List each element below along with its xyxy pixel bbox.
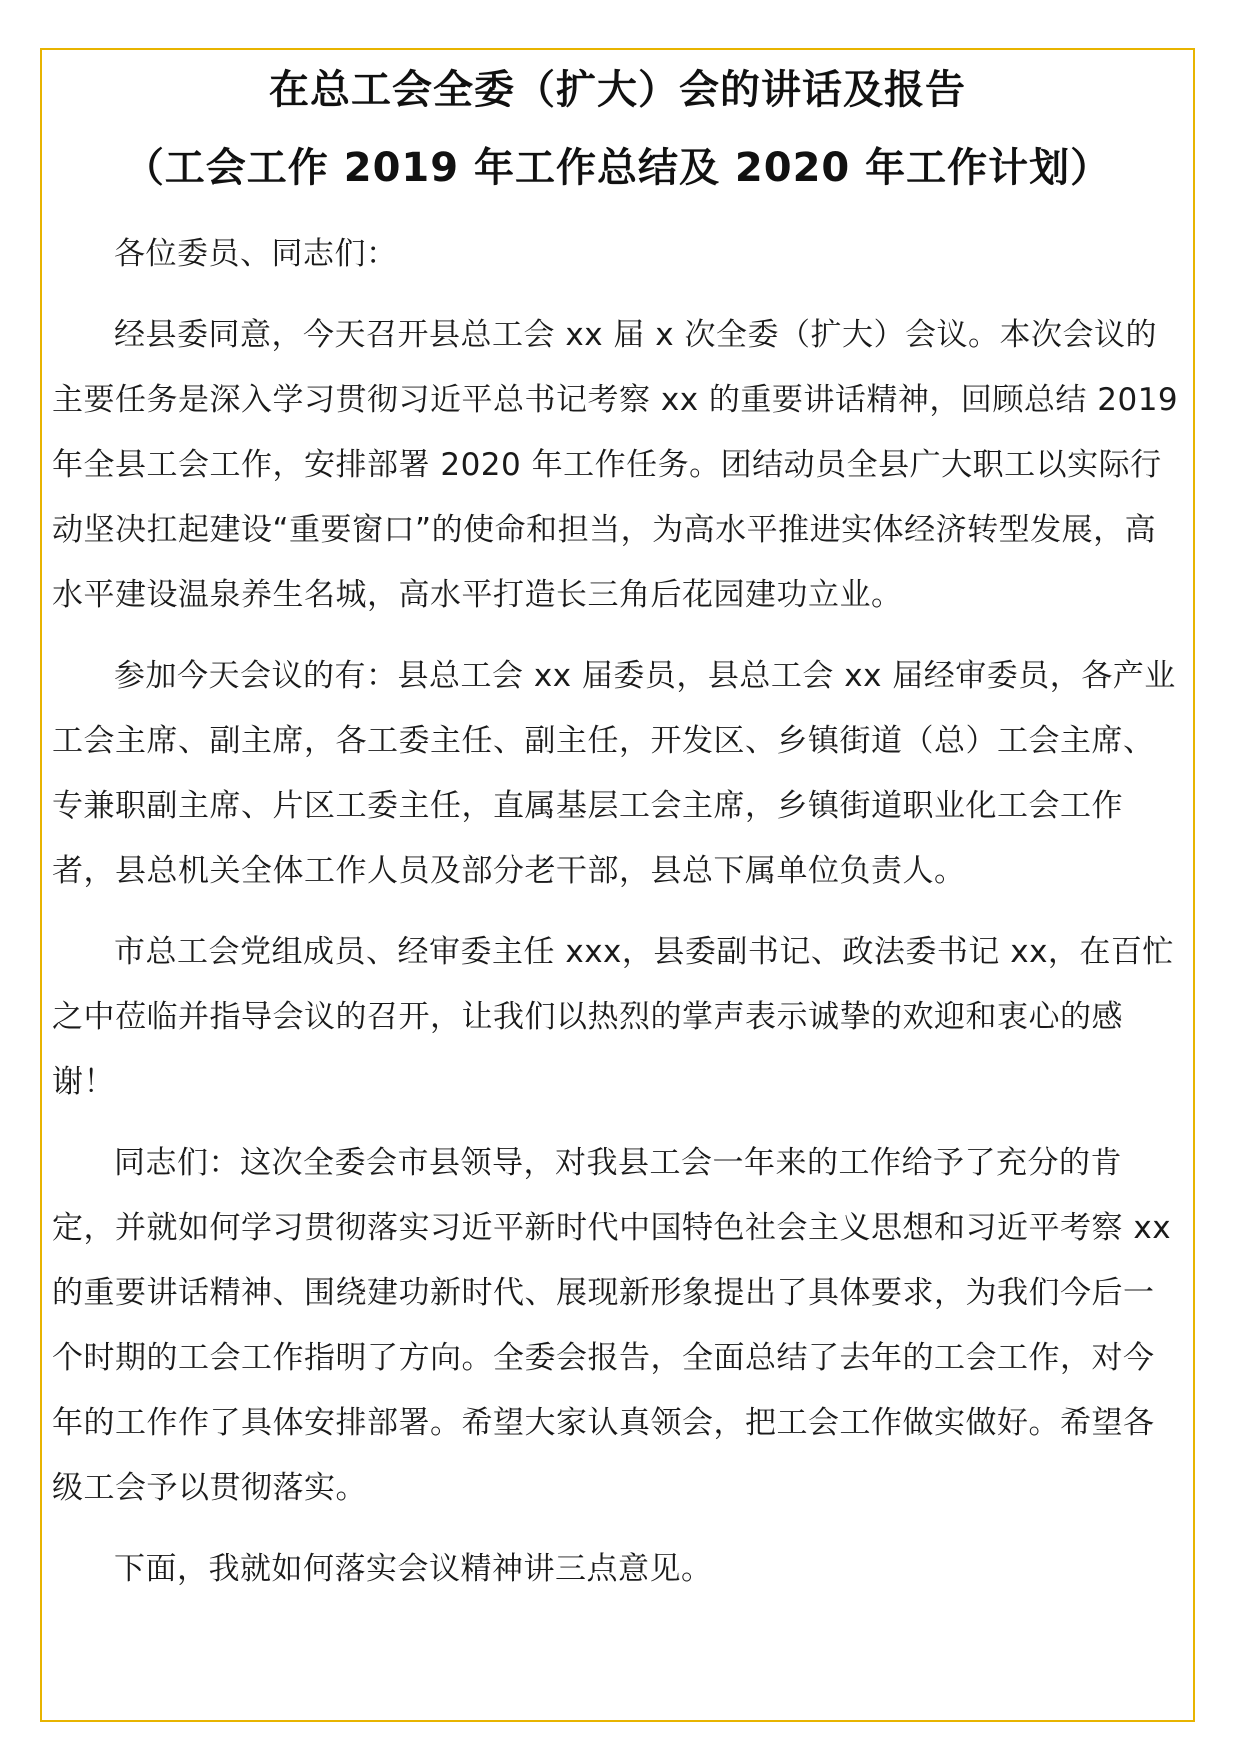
paragraph-summary: 同志们：这次全委会市县领导，对我县工会一年来的工作给予了充分的肯定，并就如何学习贯彻落实习近平新时代中国特色社会主义思想和习近平考察 xx 的重要讲话精神、围绕建功新时代、展现新形象提出了具体要求，为我们今后一个时期的工会工作指明了方向。全委会报告，全面总结了去年的工会工作，对今年的工作作了具体安排部署。希望大家认真领会，把工会工作做实做好。希望各级工会予以贯彻落实。 <box>52 1145 1172 1506</box>
paragraph-transition: 下面，我就如何落实会议精神讲三点意见。 <box>114 1551 713 1587</box>
paragraph-salutation: 各位委员、同志们： <box>114 236 398 272</box>
paragraph-meeting-purpose: 经县委同意，今天召开县总工会 xx 届 x 次全委（扩大）会议。本次会议的主要任务是深入学习贯彻习近平总书记考察 xx 的重要讲话精神，回顾总结 2019 年全县工会工作，安排部署 2020 年工作任务。团结动员全县广大职工以实际行动坚决扛起建设“重要窗口”的使命和担当，为高水平推进实体经济转型发展，高水平建设温泉养生名城，高水平打造长三角后花园建功立业。 <box>52 317 1179 613</box>
document-title: 在总工会全委（扩大）会的讲话及报告 <box>269 67 966 113</box>
paragraph-welcome-guests: 市总工会党组成员、经审委主任 xxx，县委副书记、政法委书记 xx，在百忙之中莅临并指导会议的召开，让我们以热烈的掌声表示诚挚的欢迎和衷心的感谢！ <box>52 934 1174 1100</box>
document-subtitle: （工会工作 2019 年工作总结及 2020 年工作计划） <box>123 145 1112 191</box>
document-body <box>52 222 1180 1618</box>
paragraph-attendees: 参加今天会议的有：县总工会 xx 届委员，县总工会 xx 届经审委员，各产业工会主席、副主席，各工委主任、副主任，开发区、乡镇街道（总）工会主席、专兼职副主席、片区工委主任，直属基层工会主席，乡镇街道职业化工会工作者，县总机关全体工作人员及部分老干部，县总下属单位负责人。 <box>52 658 1176 889</box>
